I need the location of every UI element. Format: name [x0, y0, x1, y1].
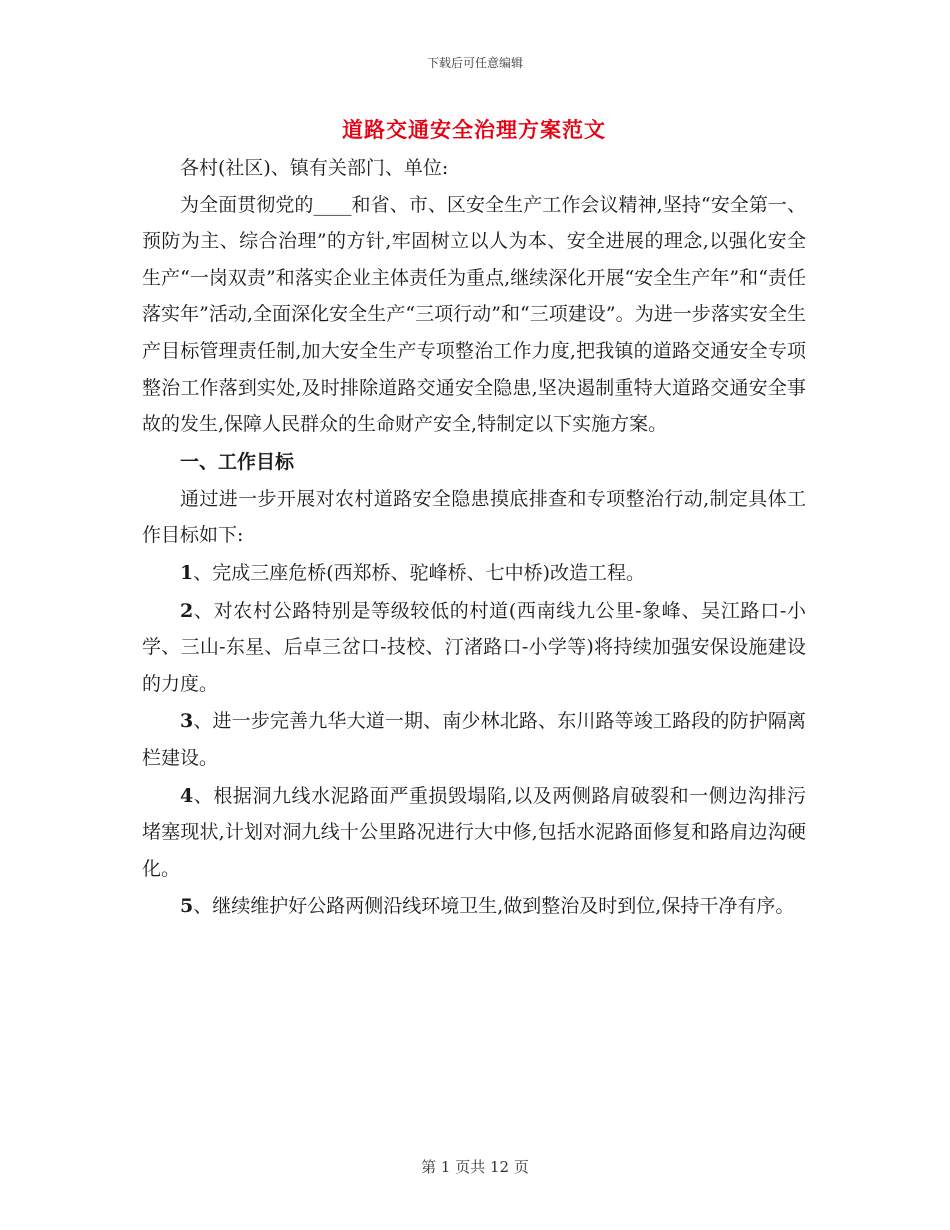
item-number: 2 [180, 599, 194, 622]
item-text: 、进一步完善九华大道一期、南少林北路、东川路等竣工路段的防护隔离栏建设。 [142, 710, 806, 769]
goal-item-3 [142, 702, 806, 776]
intro-paragraph: 为全面贯彻党的____和省、市、区安全生产工作会议精神,坚持“安全第一、预防为主、综合治理”的方针,牢固树立以人为本、安全进展的理念,以强化安全生产“一岗双责”和落实企业主体责任为重点,继续深化开展“安全生产年”和“责任落实年”活动,全面深化安全生产“三项行动”和“三项建设”。为进一步落实安全生产目标管理责任制,加大安全生产专项整治工作力度,把我镇的道路交通安全专项整治工作落到实处,及时排除道路交通安全隐患,坚决遏制重特大道路交通安全事故的发生,保障人民群众的生命财产安全,特制定以下实施方案。 [142, 193, 806, 436]
document-title: 道路交通安全治理方案范文 [342, 117, 606, 142]
goal-item-2 [142, 592, 806, 703]
item-number: 4 [180, 784, 194, 807]
item-number: 5 [180, 895, 194, 918]
item-text: 、对农村公路特别是等级较低的村道(西南线九公里-象峰、吴江路口-小学、三山-东星、后卓三岔口-技校、汀渚路口-小学等)将持续加强安保设施建设的力度。 [142, 599, 806, 695]
header-note: 下载后可任意编辑 [426, 56, 523, 70]
item-text: 、继续维护好公路两侧沿线环境卫生,做到整治及时到位,保持干净有序。 [193, 895, 795, 918]
salutation: 各村(社区)、镇有关部门、单位: [180, 157, 449, 179]
document-body [142, 110, 806, 925]
goal-item-1 [142, 554, 806, 592]
goal-item-5 [142, 887, 806, 925]
page-number-footer: 第 1 页共 12 页 [421, 1158, 529, 1176]
goal-item-4 [142, 777, 806, 888]
item-text: 、完成三座危桥(西郑桥、驼峰桥、七中桥)改造工程。 [193, 561, 646, 584]
item-number: 1 [180, 561, 194, 584]
section-heading: 一、工作目标 [180, 450, 295, 473]
section-lead-paragraph: 通过进一步开展对农村道路安全隐患摸底排查和专项整治行动,制定具体工作目标如下: [142, 487, 806, 547]
item-text: 、根据洞九线水泥路面严重损毁塌陷,以及两侧路肩破裂和一侧边沟排污堵塞现状,计划对洞九线十公里路况进行大中修,包括水泥路面修复和路肩边沟硬化。 [142, 784, 806, 880]
item-number: 3 [180, 710, 194, 733]
